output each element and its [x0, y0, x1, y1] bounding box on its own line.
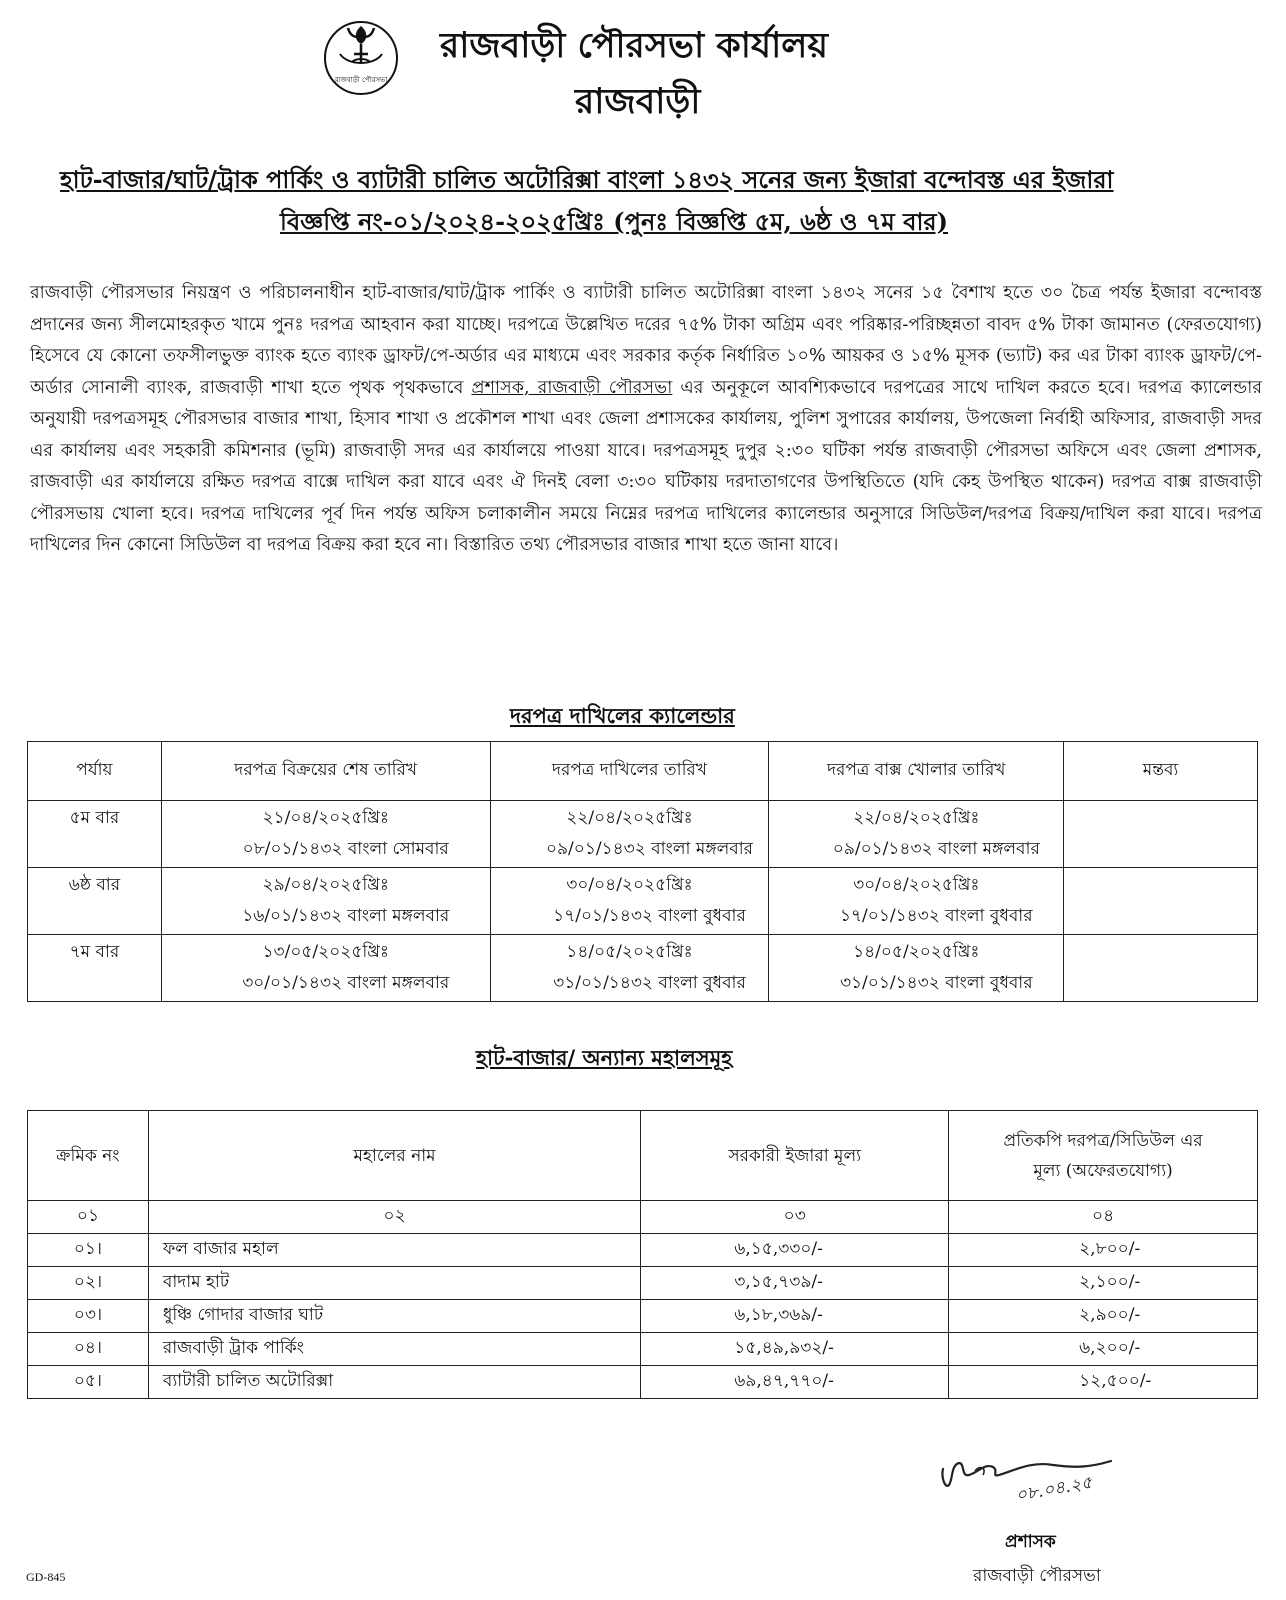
bazaars-row — [28, 1300, 1258, 1333]
bazaar-name: ধুঞ্চি গোদার বাজার ঘাট — [148, 1300, 640, 1333]
calendar-remarks — [1064, 935, 1258, 1002]
bazaars-column-number-row — [28, 1201, 1258, 1234]
calendar-remarks — [1064, 868, 1258, 935]
calendar-opening: ১৪/০৫/২০২৫খ্রিঃ ৩১/০১/১৪৩২ বাংলা বুধবার — [769, 935, 1064, 1002]
bazaar-schedule-price: ২,১০০/- — [949, 1267, 1258, 1300]
bazaar-schedule-price: ১২,৫০০/- — [949, 1366, 1258, 1399]
bazaar-sl: ০২। — [28, 1267, 149, 1300]
office-city: রাজবাড়ী — [575, 81, 701, 122]
bazaar-sl: ০৫। — [28, 1366, 149, 1399]
bazaar-name: ফল বাজার মহাল — [148, 1234, 640, 1267]
calendar-submission: ২২/০৪/২০২৫খ্রিঃ ০৯/০১/১৪৩২ বাংলা মঙ্গলবার — [490, 801, 769, 868]
svg-text:রাজবাড়ী পৌরসভা: রাজবাড়ী পৌরসভা — [334, 76, 388, 84]
column-number: ০২ — [148, 1201, 640, 1234]
notice-body-part2: এর অনুকূলে আবশ্যিকভাবে দরপত্রের সাথে দাখিল করতে হবে। দরপত্র ক্যালেন্ডার অনুযায়ী দরপত্রসমূহ পৌরসভার বাজার শাখা, হিসাব শাখা ও প্রকৌশল শাখা এবং জেলা প্রশাসকের কার্যালয়, পুলিশ সুপারের কার্যালয়, উপজেলা নির্বাহী অফিসার, রাজবাড়ী সদর এর কার্যালয় এবং সহকারী কমিশনার (ভূমি) রাজবাড়ী সদর এর কার্যালয়ে পাওয়া যাবে। দরপত্রসমূহ দুপুর ২:৩০ ঘটিকা পর্যন্ত রাজবাড়ী পৌরসভা অফিসে এবং জেলা প্রশাসক, রাজবাড়ী এর কার্যালয়ে রক্ষিত দরপত্র বাক্সে দাখিল করা যাবে এবং ঐ দিনই বেলা ৩:৩০ ঘটিকায় দরদাতাগণের উপস্থিতিতে (যদি কেহ উপস্থিত থাকেন) দরপত্র বাক্স রাজবাড়ী পৌরসভায় খোলা হবে। দরপত্র দাখিলের পূর্ব দিন পর্যন্ত অফিস চলাকালীন সময়ে নিম্নের দরপত্র দাখিলের ক্যালেন্ডার অনুসারে সিডিউল/দরপত্র বিক্রয়/দাখিল করা যাবে। দরপত্র দাখিলের দিন কোনো সিডিউল বা দরপত্র বিক্রয় করা হবে না। বিস্তারিত তথ্য পৌরসভার বাজার শাখা হতে জানা যাবে। — [30, 377, 1262, 555]
bazaar-sl: ০৪। — [28, 1333, 149, 1366]
calendar-row — [28, 801, 1258, 868]
bazaar-name: ব্যাটারী চালিত অটোরিক্সা — [148, 1366, 640, 1399]
calendar-header-cell: দরপত্র দাখিলের তারিখ — [490, 742, 769, 801]
bazaar-lease-value: ৬,১৫,৩৩০/- — [641, 1234, 949, 1267]
calendar-sale-end: ২১/০৪/২০২৫খ্রিঃ ০৮/০১/১৪৩২ বাংলা সোমবার — [161, 801, 490, 868]
calendar-submission: ১৪/০৫/২০২৫খ্রিঃ ৩১/০১/১৪৩২ বাংলা বুধবার — [490, 935, 769, 1002]
bazaars-header-cell: প্রতিকপি দরপত্র/সিডিউল এর মূল্য (অফেরতযোগ্য) — [949, 1111, 1258, 1201]
svg-text:০৮.০৪.২৫: ০৮.০৪.২৫ — [1014, 1472, 1094, 1506]
calendar-header-cell: পর্যায় — [28, 742, 162, 801]
column-number: ০৪ — [949, 1201, 1258, 1234]
calendar-submission: ৩০/০৪/২০২৫খ্রিঃ ১৭/০১/১৪৩২ বাংলা বুধবার — [490, 868, 769, 935]
bazaars-header-cell: ক্রমিক নং — [28, 1111, 149, 1201]
bazaar-sl: ০৩। — [28, 1300, 149, 1333]
calendar-title: দরপত্র দাখিলের ক্যালেন্ডার — [510, 703, 735, 728]
bazaar-name: রাজবাড়ী ট্রাক পার্কিং — [148, 1333, 640, 1366]
calendar-header-cell: দরপত্র বিক্রয়ের শেষ তারিখ — [161, 742, 490, 801]
bazaars-header-cell: মহালের নাম — [148, 1111, 640, 1201]
calendar-row — [28, 868, 1258, 935]
bazaar-name: বাদাম হাট — [148, 1267, 640, 1300]
bazaars-row — [28, 1234, 1258, 1267]
column-number: ০৩ — [641, 1201, 949, 1234]
bazaars-header-row — [28, 1111, 1258, 1201]
calendar-header-cell: দরপত্র বাক্স খোলার তারিখ — [769, 742, 1064, 801]
calendar-opening: ২২/০৪/২০২৫খ্রিঃ ০৯/০১/১৪৩২ বাংলা মঙ্গলবার — [769, 801, 1064, 868]
calendar-opening: ৩০/০৪/২০২৫খ্রিঃ ১৭/০১/১৪৩২ বাংলা বুধবার — [769, 868, 1064, 935]
office-title: রাজবাড়ী পৌরসভা কার্যালয় — [440, 25, 828, 66]
calendar-row — [28, 935, 1258, 1002]
bazaars-header-cell: সরকারী ইজারা মূল্য — [641, 1111, 949, 1201]
column-number: ০১ — [28, 1201, 149, 1234]
bazaars-row — [28, 1267, 1258, 1300]
notice-body — [30, 278, 1262, 562]
notice-subject-line2: বিজ্ঞপ্তি নং-০১/২০২৪-২০২৫খ্রিঃ (পুনঃ বিজ্ঞপ্তি ৫ম, ৬ষ্ঠ ও ৭ম বার) — [280, 207, 948, 236]
notice-body-payee: প্রশাসক, রাজবাড়ী পৌরসভা — [471, 377, 673, 398]
bazaar-schedule-price: ৬,২০০/- — [949, 1333, 1258, 1366]
calendar-sale-end: ২৯/০৪/২০২৫খ্রিঃ ১৬/০১/১৪৩২ বাংলা মঙ্গলবার — [161, 868, 490, 935]
calendar-round: ৬ষ্ঠ বার — [28, 868, 162, 935]
bazaars-row — [28, 1333, 1258, 1366]
bazaar-schedule-price: ২,৯০০/- — [949, 1300, 1258, 1333]
notice-body-part1: রাজবাড়ী পৌরসভার নিয়ন্ত্রণ ও পরিচালনাধীন হাট-বাজার/ঘাট/ট্রাক পার্কিং ও ব্যাটারী চালিত অটোরিক্সা বাংলা ১৪৩২ সনের ১৫ বৈশাখ হতে ৩০ চৈত্র পর্যন্ত ইজারা বন্দোবস্ত প্রদানের জন্য সীলমোহরকৃত খামে পুনঃ দরপত্র আহবান করা যাচ্ছে। দরপত্রে উল্লেখিত দরের ৭৫% টাকা অগ্রিম এবং পরিষ্কার-পরিচ্ছন্নতা বাবদ ৫% টাকা জামানত (ফেরতযোগ্য) হিসেবে যে কোনো তফসীলভুক্ত ব্যাংক হতে ব্যাংক ড্রাফট/পে-অর্ডার এর মাধ্যমে এবং সরকার কর্তৃক নির্ধারিত ১০% আয়কর ও ১৫% মূসক (ভ্যাট) কর এর টাকা ব্যাংক ড্রাফট/পে-অর্ডার সোনালী ব্যাংক, রাজবাড়ী শাখা হতে পৃথক পৃথকভাবে — [30, 283, 1262, 398]
signatory-role: প্রশাসক — [1005, 1532, 1056, 1552]
bazaar-schedule-price: ২,৮০০/- — [949, 1234, 1258, 1267]
calendar-header-cell: মন্তব্য — [1064, 742, 1258, 801]
signatory-org: রাজবাড়ী পৌরসভা — [973, 1566, 1101, 1586]
bazaar-lease-value: ৩,১৫,৭৩৯/- — [641, 1267, 949, 1300]
calendar-table — [27, 741, 1258, 1002]
calendar-sale-end: ১৩/০৫/২০২৫খ্রিঃ ৩০/০১/১৪৩২ বাংলা মঙ্গলবার — [161, 935, 490, 1002]
bazaar-lease-value: ১৫,৪৯,৯৩২/- — [641, 1333, 949, 1366]
bazaars-row — [28, 1366, 1258, 1399]
calendar-round: ৭ম বার — [28, 935, 162, 1002]
calendar-remarks — [1064, 801, 1258, 868]
bazaars-title: হাট-বাজার/ অন্যান্য মহালসমূহ — [476, 1045, 733, 1070]
bazaars-table — [27, 1110, 1258, 1399]
calendar-round: ৫ম বার — [28, 801, 162, 868]
notice-subject-line1: হাট-বাজার/ঘাট/ট্রাক পার্কিং ও ব্যাটারী চালিত অটোরিক্সা বাংলা ১৪৩২ সনের জন্য ইজারা বন্দোবস্ত এর ইজারা — [60, 165, 1114, 194]
bazaar-lease-value: ৬৯,৪৭,৭৭০/- — [641, 1366, 949, 1399]
bazaar-lease-value: ৬,১৮,৩৬৯/- — [641, 1300, 949, 1333]
calendar-header-row — [28, 742, 1258, 801]
document-code: GD-845 — [26, 1570, 66, 1584]
municipality-logo — [318, 14, 404, 100]
signature — [935, 1455, 1125, 1530]
bazaar-sl: ০১। — [28, 1234, 149, 1267]
